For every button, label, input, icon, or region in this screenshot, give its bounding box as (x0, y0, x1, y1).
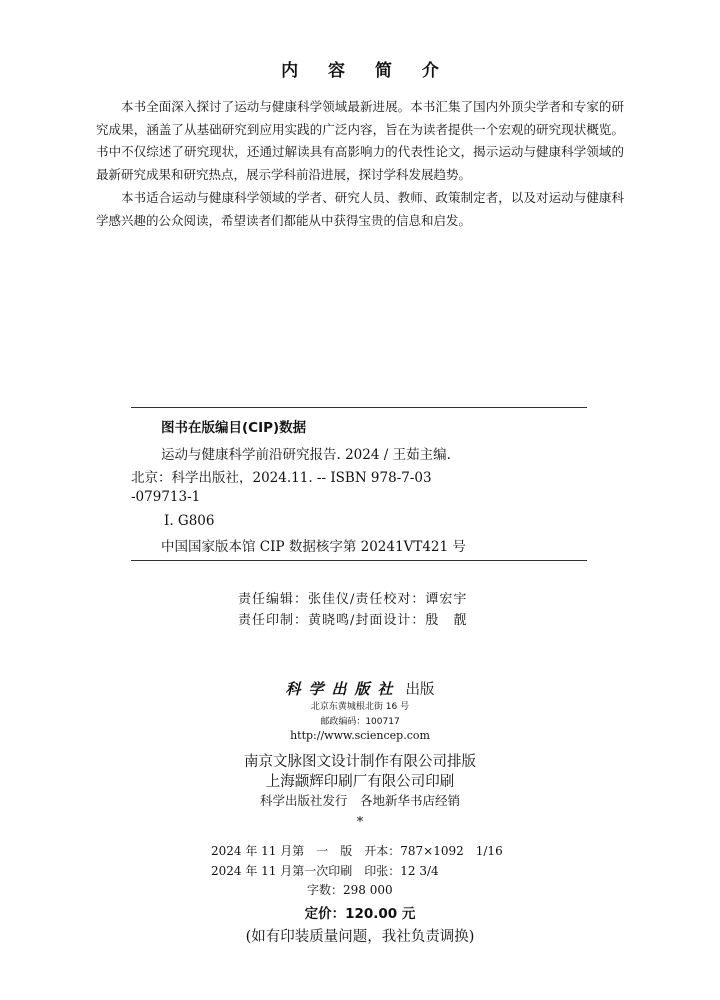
price-line: 定价：120.00 元 (304, 906, 416, 922)
publisher-address: 北京东黄城根北街 16 号 (310, 702, 410, 712)
separator-star: * (356, 815, 364, 830)
cip-publisher-line: 北京：科学出版社，2024.11. -- ISBN 978-7-03 (131, 470, 432, 486)
quality-notice: (如有印装质量问题，我社负责调换) (245, 929, 475, 945)
typesetter-line: 南京文脉图文设计制作有限公司排版 (244, 754, 476, 770)
cip-classification: Ⅰ. G806 (164, 513, 215, 529)
publisher-url: http://www.sciencep.com (290, 729, 430, 742)
distribution-line: 科学出版社发行 各地新华书店经销 (259, 793, 460, 808)
cip-isbn-line: -079713-1 (131, 489, 201, 505)
page-title: 内 容 简 介 (281, 61, 451, 81)
cip-heading: 图书在版编目(CIP)数据 (161, 420, 307, 436)
word-count: 字数：298 000 (307, 883, 393, 897)
summary-text (96, 96, 624, 232)
publisher-line (0, 678, 720, 699)
summary-paragraph-2: 本书适合运动与健康科学领域的学者、研究人员、教师、政策制定者，以及对运动与健康科学感兴趣的公众阅读，希望读者们都能从中获得宝贵的信息和启发。 (96, 189, 624, 228)
publisher-logo: 科学出版社 (285, 680, 401, 698)
edition-line: 2024 年 11 月第 一 版 开本：787×1092 1/16 (211, 844, 503, 858)
cip-record-number: 中国国家版本馆 CIP 数据核字第 20241VT421 号 (161, 539, 466, 555)
cip-top-rule (131, 407, 587, 408)
printing-line: 2024 年 11 月第一次印刷 印张：12 3/4 (211, 864, 439, 878)
summary-paragraph-1: 本书全面深入探讨了运动与健康科学领域最新进展。本书汇集了国内外顶尖学者和专家的研究成果，涵盖了从基础研究到应用实践的广泛内容，旨在为读者提供一个宏观的研究现状概览。书中不仅综述了研究现状，还通过解读具有高影响力的代表性论文，揭示运动与健康科学领域的最新研究成果和研究热点，展示学科前沿进展，探讨学科发展趋势。 (96, 99, 624, 183)
printer-line: 上海颛辉印刷厂有限公司印刷 (265, 774, 455, 790)
cip-bottom-rule (131, 560, 587, 561)
publish-label: 出版 (405, 682, 435, 698)
production-line: 责任印制：黄晓鸣/封面设计：殷 靓 (238, 613, 468, 628)
publisher-postcode: 邮政编码：100717 (320, 717, 400, 727)
editor-line: 责任编辑：张佳仪/责任校对：谭宏宇 (238, 592, 468, 607)
cip-title-line: 运动与健康科学前沿研究报告. 2024 / 王茹主编. (161, 447, 451, 463)
